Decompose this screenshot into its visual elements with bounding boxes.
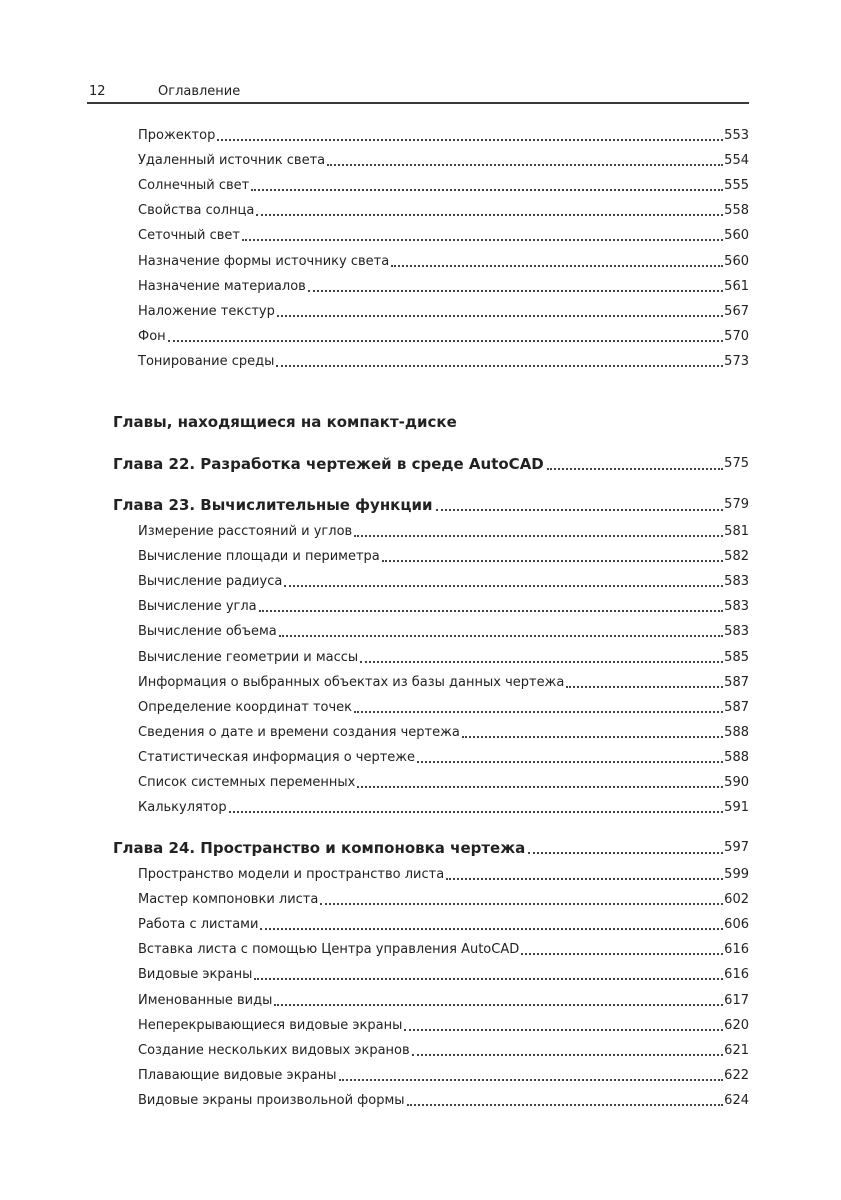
dot-leader: [276, 365, 723, 367]
toc-entry[interactable]: [138, 698, 749, 718]
toc-entry-label: Вычисление угла: [138, 599, 257, 614]
toc-entry-page: 597: [724, 840, 749, 855]
toc-entry[interactable]: [138, 547, 749, 567]
toc-entry[interactable]: [138, 991, 749, 1011]
toc-entry-page: 602: [724, 892, 749, 907]
toc-entry-page: 558: [724, 203, 749, 218]
toc-entry-page: 587: [724, 675, 749, 690]
toc-entry-label: Видовые экраны: [138, 967, 253, 982]
toc-entry-page: 606: [724, 917, 749, 932]
toc-entry-page: 553: [724, 128, 749, 143]
toc-entry[interactable]: [138, 327, 749, 347]
toc-entry[interactable]: [138, 126, 749, 146]
toc-entry-label: Назначение формы источнику света: [138, 254, 390, 269]
section-heading: Главы, находящиеся на компакт-диске: [113, 413, 457, 431]
dot-leader: [357, 786, 723, 788]
toc-entry-label: Сведения о дате и времени создания чертежа: [138, 725, 460, 740]
toc-entry-page: 567: [724, 304, 749, 319]
dot-leader: [229, 811, 724, 813]
toc-entry-page: 583: [724, 599, 749, 614]
page-number: 12: [89, 84, 106, 99]
toc-entry-page: 599: [724, 867, 749, 882]
dot-leader: [168, 340, 724, 342]
toc-entry-label: Работа с листами: [138, 917, 259, 932]
toc-chapter-entry[interactable]: [113, 452, 749, 476]
toc-entry-page: 620: [724, 1018, 749, 1033]
toc-entry-page: 617: [724, 993, 749, 1008]
toc-entry-page: 621: [724, 1043, 749, 1058]
toc-entry-label: Информация о выбранных объектах из базы данных чертежа: [138, 675, 565, 690]
dot-leader: [462, 736, 723, 738]
toc-entry-label: Мастер компоновки листа: [138, 892, 319, 907]
dot-leader: [391, 265, 723, 267]
dot-leader: [412, 1054, 724, 1056]
toc-entry[interactable]: [138, 597, 749, 617]
toc-entry-label: Вычисление объема: [138, 624, 277, 639]
toc-entry-page: 622: [724, 1068, 749, 1083]
toc-entry[interactable]: [138, 798, 749, 818]
toc-entry-page: 579: [724, 497, 749, 512]
toc-entry[interactable]: [138, 522, 749, 542]
toc-entry-page: 587: [724, 700, 749, 715]
toc-entry[interactable]: [138, 1041, 749, 1061]
toc-entry-label: Неперекрывающиеся видовые экраны: [138, 1018, 403, 1033]
toc-entry-page: 570: [724, 329, 749, 344]
toc-entry-page: 590: [724, 775, 749, 790]
dot-leader: [217, 139, 723, 141]
toc-chapter-entry[interactable]: [113, 493, 749, 517]
toc-entry-page: 588: [724, 750, 749, 765]
dot-leader: [308, 290, 723, 292]
toc-entry-page: 616: [724, 942, 749, 957]
dot-leader: [339, 1079, 724, 1081]
toc-entry[interactable]: [138, 965, 749, 985]
dot-leader: [274, 1004, 723, 1006]
toc-chapter-entry[interactable]: [113, 836, 749, 860]
toc-entry-label: Измерение расстояний и углов: [138, 524, 353, 539]
toc-entry-label: Определение координат точек: [138, 700, 353, 715]
running-title: Оглавление: [158, 84, 241, 99]
toc-entry[interactable]: [138, 748, 749, 768]
toc-entry-label: Именованные виды: [138, 993, 273, 1008]
toc-entry[interactable]: [138, 723, 749, 743]
toc-entry-label: Вычисление площади и периметра: [138, 549, 380, 564]
toc-entry-label: Назначение материалов: [138, 279, 306, 294]
toc-entry-label: Солнечный свет: [138, 178, 250, 193]
dot-leader: [528, 852, 723, 854]
toc-entry[interactable]: [138, 915, 749, 935]
running-header: [87, 84, 749, 104]
dot-leader: [547, 468, 723, 470]
toc-entry-page: 588: [724, 725, 749, 740]
dot-leader: [251, 189, 723, 191]
dot-leader: [260, 928, 723, 930]
toc-entry[interactable]: [138, 1091, 749, 1111]
dot-leader: [446, 878, 723, 880]
toc-entry[interactable]: [138, 352, 749, 372]
dot-leader: [242, 239, 723, 241]
dot-leader: [521, 953, 723, 955]
toc-entry-page: 581: [724, 524, 749, 539]
dot-leader: [256, 214, 723, 216]
toc-entry-label: Вычисление геометрии и массы: [138, 650, 359, 665]
toc-entry-page: 575: [724, 456, 749, 471]
toc-entry[interactable]: [138, 252, 749, 272]
dot-leader: [360, 661, 723, 663]
toc-entry[interactable]: [138, 890, 749, 910]
dot-leader: [407, 1104, 724, 1106]
toc-entry-label: Статистическая информация о чертеже: [138, 750, 415, 765]
toc-entry-label: Вставка листа с помощью Центра управления AutoCAD: [138, 942, 520, 957]
toc-entry-label: Пространство модели и пространство листа: [138, 867, 445, 882]
toc-entry-label: Список системных переменных: [138, 775, 356, 790]
toc-entry-page: 560: [724, 228, 749, 243]
toc-entry-label: Сеточный свет: [138, 228, 241, 243]
toc-entry-label: Свойства солнца: [138, 203, 255, 218]
toc-entry-label: Видовые экраны произвольной формы: [138, 1093, 405, 1108]
toc-entry-page: 591: [724, 800, 749, 815]
toc-entry-label: Тонирование среды: [138, 354, 275, 369]
toc-entry-page: 560: [724, 254, 749, 269]
dot-leader: [279, 635, 723, 637]
toc-entry[interactable]: [138, 226, 749, 246]
toc-entry-page: 616: [724, 967, 749, 982]
toc-entry[interactable]: [138, 865, 749, 885]
toc-entry[interactable]: [138, 622, 749, 642]
toc-entry[interactable]: [138, 201, 749, 221]
toc-entry-label: Прожектор: [138, 128, 216, 143]
toc-entry-page: 555: [724, 178, 749, 193]
toc-entry-page: 583: [724, 624, 749, 639]
toc-entry-label: Глава 24. Пространство и компоновка чертежа: [113, 839, 526, 857]
dot-leader: [254, 978, 723, 980]
toc-entry-label: Удаленный источник света: [138, 153, 326, 168]
dot-leader: [382, 560, 723, 562]
dot-leader: [354, 535, 723, 537]
toc-entry[interactable]: [138, 940, 749, 960]
toc-entry-label: Калькулятор: [138, 800, 227, 815]
dot-leader: [327, 164, 723, 166]
toc-entry[interactable]: [138, 302, 749, 322]
dot-leader: [320, 903, 723, 905]
toc-entry-label: Наложение текстур: [138, 304, 275, 319]
dot-leader: [354, 711, 723, 713]
toc-entry-page: 624: [724, 1093, 749, 1108]
toc-entry-label: Создание нескольких видовых экранов: [138, 1043, 410, 1058]
toc-entry-page: 585: [724, 650, 749, 665]
toc-entry[interactable]: [138, 572, 749, 592]
toc-entry-label: Плавающие видовые экраны: [138, 1068, 337, 1083]
toc-entry-label: Вычисление радиуса: [138, 574, 283, 589]
dot-leader: [277, 315, 723, 317]
toc-entry[interactable]: [138, 151, 749, 171]
dot-leader: [436, 509, 724, 511]
toc-entry[interactable]: [138, 648, 749, 668]
toc-entry[interactable]: [138, 773, 749, 793]
toc-entry-page: 573: [724, 354, 749, 369]
toc-entry[interactable]: [138, 277, 749, 297]
toc-entry[interactable]: [138, 176, 749, 196]
toc-entry[interactable]: [138, 1066, 749, 1086]
dot-leader: [417, 761, 723, 763]
toc-entry-page: 561: [724, 279, 749, 294]
toc-entry[interactable]: [138, 1016, 749, 1036]
dot-leader: [259, 610, 724, 612]
toc-entry-label: Глава 22. Разработка чертежей в среде AutoCAD: [113, 455, 544, 473]
toc-entry-label: Фон: [138, 329, 166, 344]
dot-leader: [566, 686, 723, 688]
toc-entry[interactable]: [138, 673, 749, 693]
dot-leader: [404, 1029, 723, 1031]
dot-leader: [284, 585, 723, 587]
toc-entry-label: Глава 23. Вычислительные функции: [113, 496, 433, 514]
toc-entry-page: 583: [724, 574, 749, 589]
toc-entry-page: 554: [724, 153, 749, 168]
toc-entry-page: 582: [724, 549, 749, 564]
